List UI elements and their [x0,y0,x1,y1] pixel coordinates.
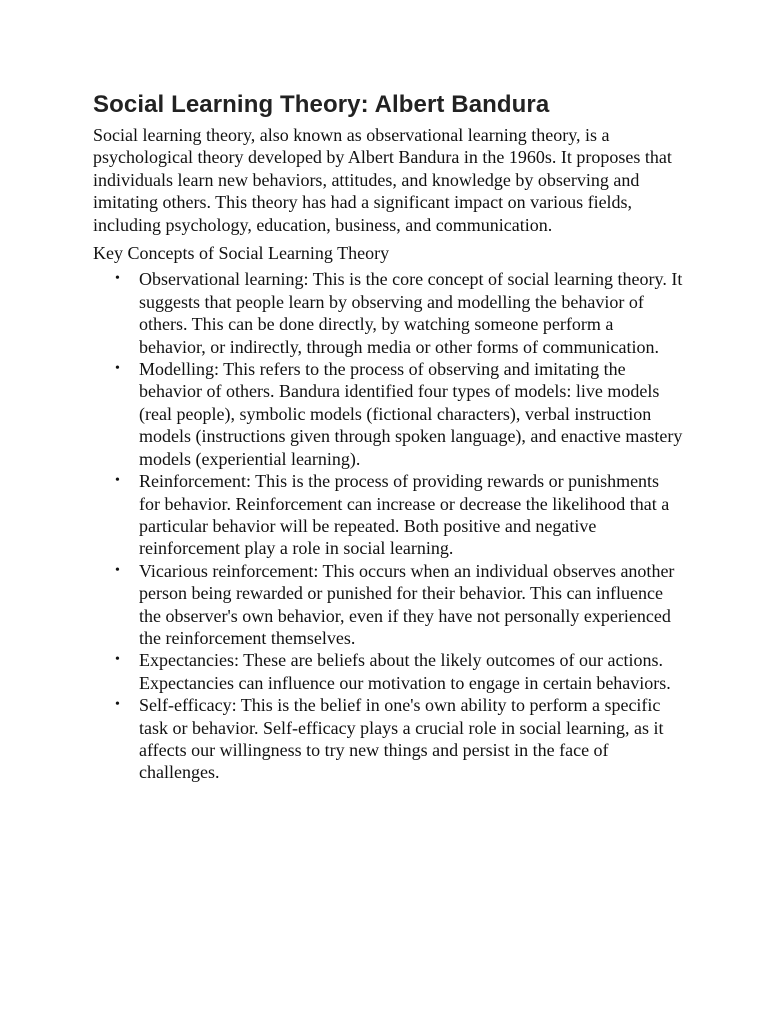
section-heading: Key Concepts of Social Learning Theory [93,243,390,264]
list-item [115,358,683,470]
bullet-icon: • [115,361,120,377]
list-item-text: Modelling: This refers to the process of observing and imitating the behavior of others. Bandura identified four types of models: live models (real people), symbolic models (fictional characters), verbal instruction models (instructions given through spoken language), and enactive mastery models (experiential learning). [139,359,683,469]
document-title: Social Learning Theory: Albert Bandura [93,91,550,118]
list-item-text: Observational learning: This is the core concept of social learning theory. It suggests that people learn by observing and modelling the behavior of others. This can be done directly, by watching someone perform a behavior, or indirectly, through media or other forms of communication. [139,269,683,357]
list-item-text: Self-efficacy: This is the belief in one's own ability to perform a specific task or behavior. Self-efficacy plays a crucial role in social learning, as it affects our willingness to try new things and persist in the face of challenges. [139,695,664,783]
document-page [93,88,683,784]
key-concepts-list [93,268,683,783]
bullet-icon: • [115,473,120,489]
list-item [115,560,683,650]
bullet-icon: • [115,562,120,578]
list-item-text: Vicarious reinforcement: This occurs when an individual observes another person being rewarded or punished for their behavior. This can influence the observer's own behavior, even if they have not personally experienced the reinforcement themselves. [139,560,675,648]
list-item [115,470,683,560]
bullet-icon: • [115,271,120,287]
list-item [115,649,683,694]
intro-paragraph: Social learning theory, also known as observational learning theory, is a psychological theory developed by Albert Bandura in the 1960s. It proposes that individuals learn new behaviors, attitudes, and knowledge by observing and imitating others. This theory has had a significant impact on various fields, including psychology, education, business, and communication. [93,125,672,235]
list-item [115,694,683,784]
bullet-icon: • [115,652,120,668]
list-item-text: Expectancies: These are beliefs about the likely outcomes of our actions. Expectancies can influence our motivation to engage in certain behaviors. [139,650,671,693]
bullet-icon: • [115,697,120,713]
list-item [115,268,683,358]
list-item-text: Reinforcement: This is the process of providing rewards or punishments for behavior. Reinforcement can increase or decrease the likelihood that a particular behavior will be repeated. Both positive and negative reinforcement play a role in social learning. [139,471,670,559]
